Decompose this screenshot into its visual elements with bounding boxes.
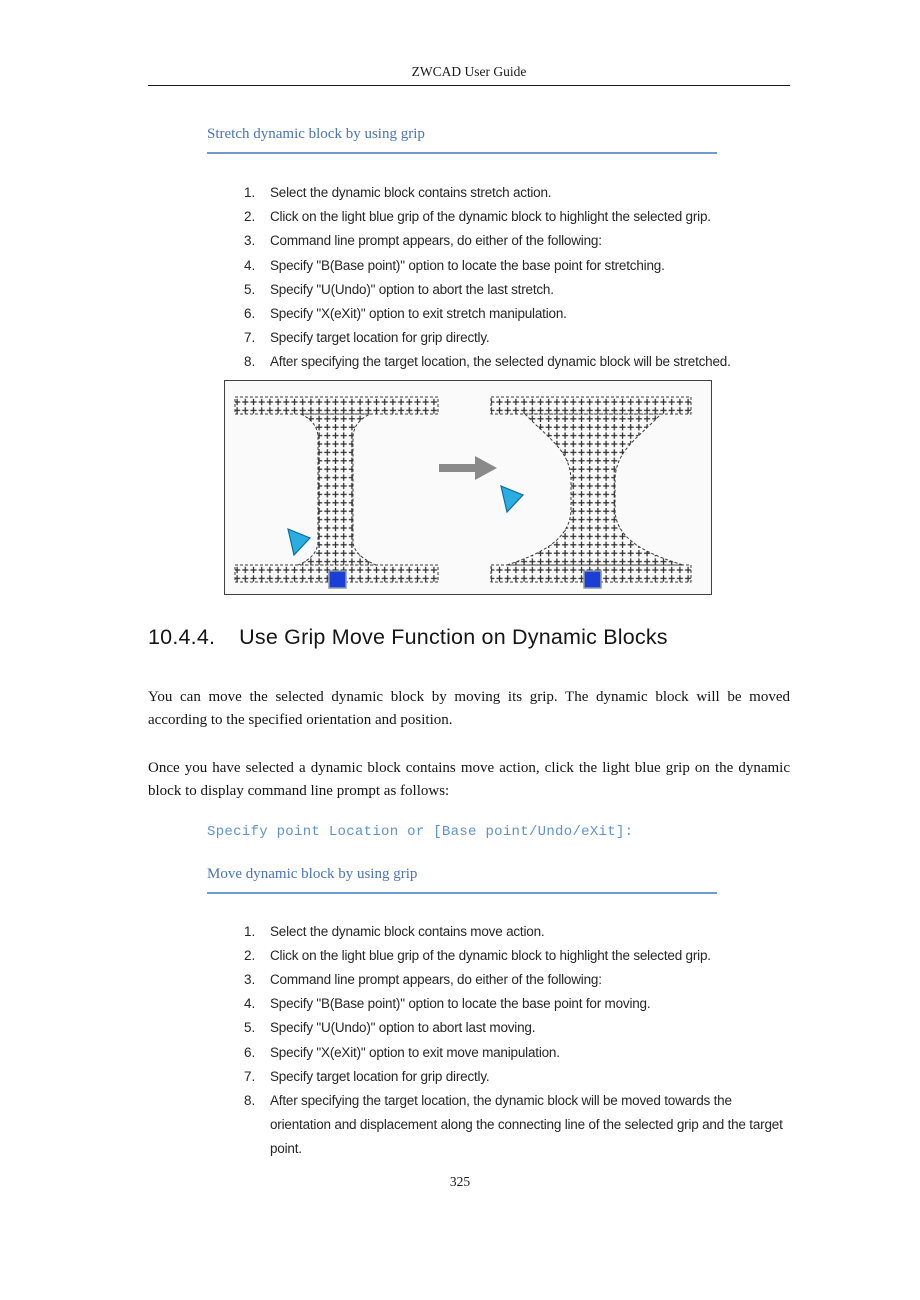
list-text: Click on the light blue grip of the dynamic block to highlight the selected grip. [270, 947, 711, 963]
list-text: Specify target location for grip directly. [270, 330, 490, 346]
list-number: 8. [244, 354, 256, 370]
list-text: Specify target location for grip directly. [270, 1068, 490, 1084]
list-number: 2. [244, 947, 256, 963]
list-item [244, 1065, 792, 1089]
paragraph: You can move the selected dynamic block by moving its grip. The dynamic block will be moved according to the specified orientation and position. [148, 688, 790, 729]
list-item [244, 944, 792, 968]
list-item [244, 205, 792, 229]
stretch-steps-list [244, 181, 792, 375]
list-number: 7. [244, 1068, 256, 1084]
list-number: 1. [244, 185, 256, 200]
list-item [244, 1089, 792, 1162]
list-item [244, 181, 792, 205]
list-number: 7. [244, 330, 256, 346]
subheading-move [207, 866, 717, 894]
grip-icon [329, 571, 346, 588]
page-header [148, 64, 790, 86]
list-item [244, 229, 792, 253]
header-title: ZWCAD User Guide [411, 64, 527, 79]
list-text: Specify "X(eXit)" option to exit stretch manipulation. [270, 306, 567, 322]
list-text: Command line prompt appears, do either of the following: [270, 972, 602, 988]
page-footer [0, 1174, 920, 1190]
stretch-figure [224, 380, 712, 595]
list-item [244, 350, 792, 374]
list-number: 5. [244, 281, 256, 297]
list-text: Specify "U(Undo)" option to abort the last stretch. [270, 281, 554, 297]
list-item [244, 326, 792, 350]
subheading-stretch-label: Stretch dynamic block by using grip [207, 126, 425, 142]
list-text: Command line prompt appears, do either of the following: [270, 233, 602, 249]
list-text: After specifying the target location, the selected dynamic block will be stretched. [270, 354, 731, 370]
list-item [244, 992, 792, 1016]
list-number: 4. [244, 257, 256, 273]
list-text: Select the dynamic block contains move action. [270, 923, 545, 939]
list-text: After specifying the target location, the dynamic block will be moved towards the orientation and displacement along the connecting line of the selected grip and the target point. [270, 1093, 783, 1157]
grip-icon [584, 571, 601, 588]
paragraph: Once you have selected a dynamic block contains move action, click the light blue grip on the dynamic block to display command line prompt as follows: [148, 759, 790, 800]
list-text: Select the dynamic block contains stretch action. [270, 185, 552, 200]
section-title: Use Grip Move Function on Dynamic Blocks [239, 624, 668, 649]
list-text: Specify "X(eXit)" option to exit move manipulation. [270, 1044, 560, 1060]
list-item [244, 1016, 792, 1040]
list-item [244, 278, 792, 302]
list-item [244, 968, 792, 992]
command-prompt-text: Specify point Location or [Base point/Undo/eXit]: [207, 823, 634, 840]
list-number: 6. [244, 1044, 256, 1060]
subheading-move-label: Move dynamic block by using grip [207, 865, 418, 882]
list-text: Specify "B(Base point)" option to locate the base point for stretching. [270, 257, 665, 273]
list-number: 3. [244, 233, 256, 249]
list-text: Specify "U(Undo)" option to abort last moving. [270, 1020, 536, 1036]
list-number: 2. [244, 209, 256, 225]
list-item [244, 920, 792, 944]
list-text: Click on the light blue grip of the dynamic block to highlight the selected grip. [270, 209, 711, 225]
list-item [244, 254, 792, 278]
list-number: 4. [244, 996, 256, 1012]
section-heading [148, 625, 790, 650]
subheading-stretch [207, 126, 717, 154]
list-text: Specify "B(Base point)" option to locate the base point for moving. [270, 996, 651, 1012]
list-number: 1. [244, 923, 256, 939]
list-number: 5. [244, 1020, 256, 1036]
list-item [244, 1041, 792, 1065]
page-number: 325 [449, 1174, 471, 1189]
list-item [244, 302, 792, 326]
list-number: 3. [244, 972, 256, 988]
list-number: 6. [244, 306, 256, 322]
move-steps-list [244, 920, 792, 1162]
list-number: 8. [244, 1093, 256, 1109]
section-number: 10.4.4. [148, 624, 216, 649]
